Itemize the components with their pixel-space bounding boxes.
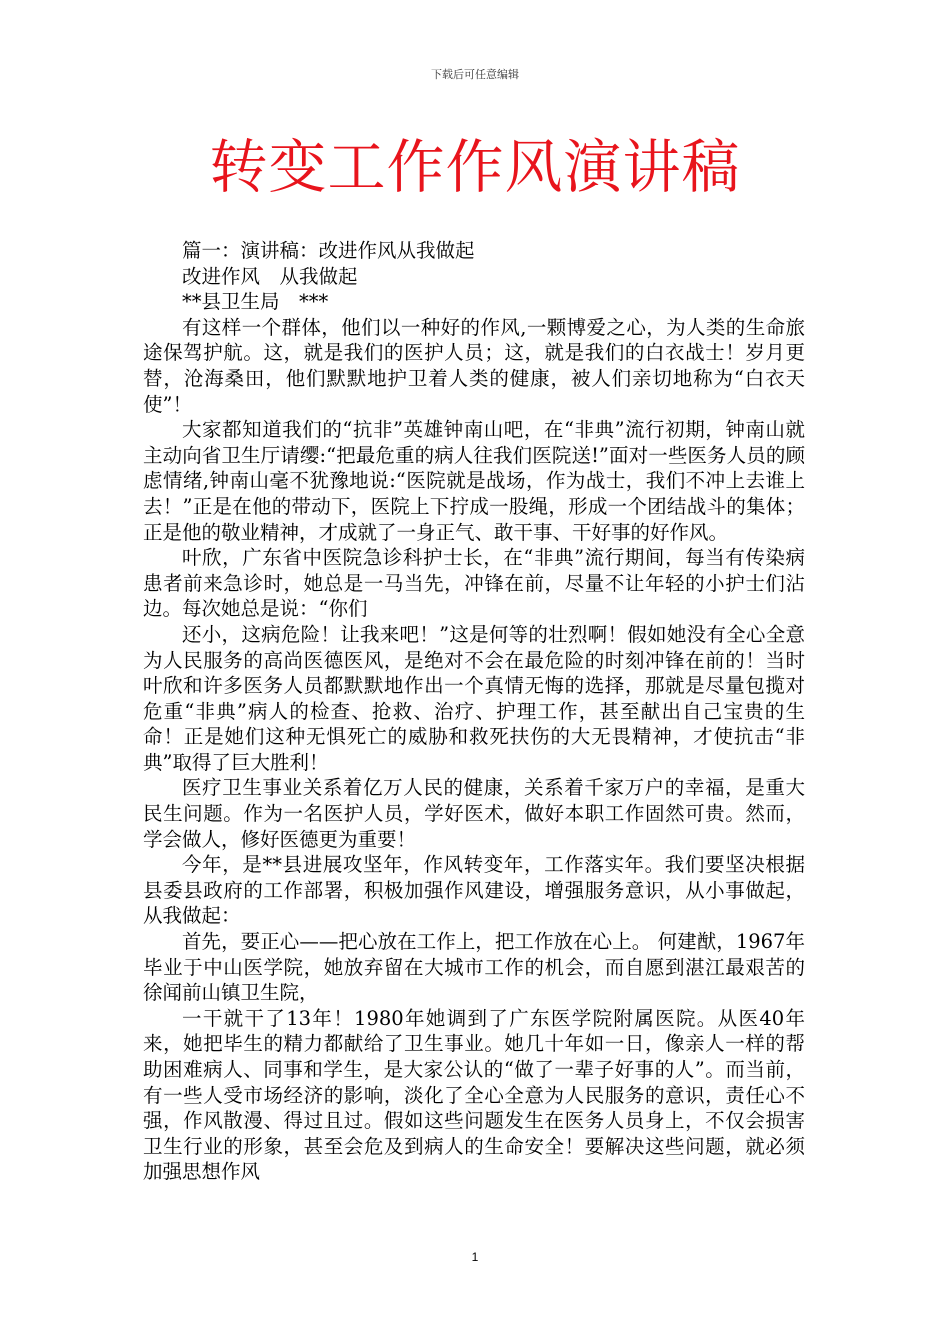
document-title: 转变工作作风演讲稿 <box>209 133 741 201</box>
body-paragraph: 医疗卫生事业关系着亿万人民的健康，关系着千家万户的幸福，是重大民生问题。作为一名医护人员，学好医术，做好本职工作固然可贵。然而，学会做人，修好医德更为重要！ <box>143 776 805 851</box>
body-paragraph: 首先，要正心——把心放在工作上，把工作放在心上。 何建猷，1967年毕业于中山医学院，她放弃留在大城市工作的机会，而自愿到湛江最艰苦的徐闻前山镇卫生院， <box>143 930 805 1005</box>
page-number: 1 <box>471 1250 479 1264</box>
document-body <box>143 238 805 1185</box>
body-paragraph: 大家都知道我们的“抗非”英雄钟南山吧，在“非典”流行初期，钟南山就主动向省卫生厅请缨:“把最危重的病人往我们医院送!”面对一些医务人员的顾虑情绪,钟南山毫不犹豫地说:“医院就是战场，作为战士，我们不冲上去谁上去！”正是在他的带动下，医院上下拧成一股绳，形成一个团结战斗的集体；正是他的敬业精神，才成就了一身正气、敢干事、干好事的好作风。 <box>143 418 805 544</box>
body-paragraph: 还小，这病危险！让我来吧！”这是何等的壮烈啊！假如她没有全心全意为人民服务的高尚医德医风，是绝对不会在最危险的时刻冲锋在前的！当时叶欣和许多医务人员都默默地作出一个真情无悔的选择，那就是尽量包揽对危重“非典”病人的检查、抢救、治疗、护理工作，甚至献出自己宝贵的生命！正是她们这种无惧死亡的威胁和救死扶伤的大无畏精神，才使抗击“非典”取得了巨大胜利！ <box>143 622 805 774</box>
body-paragraph: 叶欣，广东省中医院急诊科护士长，在“非典”流行期间，每当有传染病患者前来急诊时，她总是一马当先，冲锋在前，尽量不让年轻的小护士们沾边。每次她总是说：“你们 <box>143 546 805 621</box>
body-paragraph: 一干就干了13年！1980年她调到了广东医学院附属医院。从医40年来，她把毕生的精力都献给了卫生事业。她几十年如一日，像亲人一样的帮助困难病人、同事和学生，是大家公认的“做了一辈子好事的人”。而当前，有一些人受市场经济的影响，淡化了全心全意为人民服务的意识，责任心不强，作风散漫、得过且过。假如这些问题发生在医务人员身上，不仅会损害卫生行业的形象，甚至会危及到病人的生命安全！要解决这些问题，就必须加强思想作风 <box>143 1006 805 1184</box>
body-paragraph: 今年，是**县进展攻坚年，作风转变年，工作落实年。我们要坚决根据县委县政府的工作部署，积极加强作风建设，增强服务意识，从小事做起，从我做起： <box>143 853 805 928</box>
speech-title: 改进作风 从我做起 <box>182 264 358 288</box>
body-paragraph: 有这样一个群体，他们以一种好的作风,一颗博爱之心，为人类的生命旅途保驾护航。这，就是我们的医护人员；这，就是我们的白衣战士！岁月更替，沧海桑田，他们默默地护卫着人类的健康，被人们亲切地称为“白衣天使”！ <box>143 315 805 416</box>
section-heading: 篇一：演讲稿：改进作风从我做起 <box>182 239 475 262</box>
page-header-note: 下载后可任意编辑 <box>431 68 519 81</box>
speech-author: **县卫生局 *** <box>182 290 329 314</box>
